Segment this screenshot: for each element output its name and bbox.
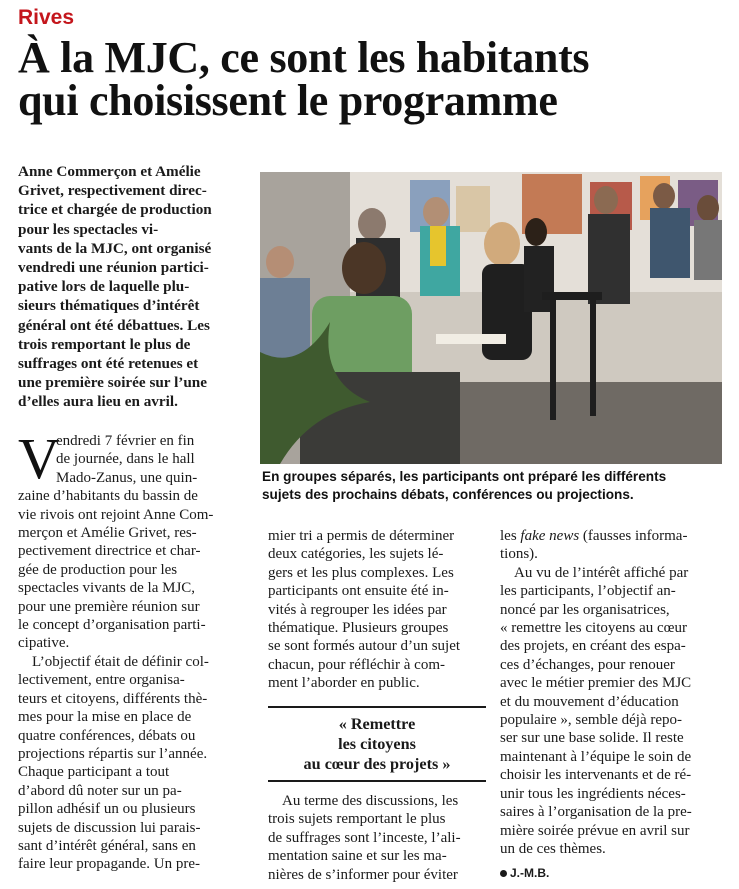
standfirst-line: sieurs thématiques d’intérêt [18, 297, 200, 315]
body-line: les participants, l’objectif an- [500, 583, 676, 600]
body-line: de suffrages sont l’inceste, l’ali- [268, 829, 461, 846]
body-line: Au terme des discussions, les [282, 793, 459, 809]
body-line: se sont formés autour d’un sujet [268, 638, 461, 655]
rubric: Rives [18, 6, 75, 29]
body-line: vités à regrouper les idées par [268, 601, 447, 618]
article-column-3 [500, 527, 726, 858]
body-line: chacun, pour réfléchir à com- [268, 656, 445, 673]
body-line: nières de s’informer pour éviter [268, 866, 458, 883]
body-line: unir tous les ingrédients néces- [500, 785, 686, 802]
body-line: et du mouvement d’éducation [500, 693, 679, 710]
standfirst-line: trois remportant le plus de [18, 335, 191, 353]
caption-line: En groupes séparés, les participants ont préparé les différents [262, 469, 667, 484]
body-line: thématique. Plusieurs groupes [268, 620, 449, 637]
standfirst-line: pour les spectacles vi- [18, 220, 159, 238]
body-line: teurs et citoyens, différents thè- [18, 690, 208, 707]
headline [18, 33, 728, 125]
meeting-photo-illustration [260, 172, 722, 464]
body-line: pectivement directrice et char- [18, 543, 201, 560]
body-line: merçon et Amélie Grivet, res- [18, 525, 197, 542]
body-line: populaire », semble déjà repo- [500, 712, 683, 729]
body-line: zaine d’habitants du bassin de [18, 488, 198, 505]
body-line: mentation saine et sur les ma- [268, 848, 447, 865]
article-column-2 [268, 527, 486, 693]
standfirst-line: trice et chargée de production [18, 201, 212, 219]
body-text: les [500, 528, 521, 544]
body-line: le concept d’organisation parti- [18, 617, 206, 634]
body-line: Au vu de l’intérêt affiché par [514, 564, 689, 581]
standfirst-line: suffrages ont été retenues et [18, 355, 199, 373]
body-line: faire leur propagande. Un pre- [18, 856, 200, 873]
body-line: cipative. [18, 635, 70, 652]
standfirst-line: général ont été débattues. Les [18, 316, 210, 334]
headline-line: qui choisissent le programme [18, 76, 558, 125]
body-line: trois sujets remportant le plus [268, 811, 446, 828]
body-line: endredi 7 février en fin [56, 433, 195, 449]
body-line: « remettre les citoyens au cœur [500, 620, 688, 637]
headline-line: À la MJC, ce sont les habitants [18, 33, 590, 82]
body-line: mier tri a permis de déterminer [268, 528, 455, 544]
drop-cap: V [18, 426, 60, 491]
pull-quote-line: les citoyens [338, 735, 416, 753]
body-line: ces d’échanges, pour renouer [500, 656, 675, 673]
body-line: gers et les plus complexes. Les [268, 564, 454, 581]
pull-quote-line: « Remettre [338, 715, 416, 733]
pull-quote [268, 706, 486, 782]
standfirst-line: vants de la MJC, ont organisé [18, 239, 212, 257]
standfirst-line: Grivet, respectivement direc- [18, 182, 207, 200]
standfirst-line: pative lors de laquelle plu- [18, 278, 190, 296]
standfirst-line: d’elles aura lieu en avril. [18, 393, 178, 411]
body-line: deux catégories, les sujets lé- [268, 546, 444, 563]
standfirst-line: une première soirée sur l’une [18, 374, 207, 392]
italic-term: fake news [520, 528, 580, 544]
body-line: saires à l’organisation de la pre- [500, 804, 692, 821]
standfirst-line: Anne Commerçon et Amélie [18, 163, 201, 180]
body-line: ser sur une base solide. Il reste [500, 730, 684, 747]
body-line: lectivement, entre organisa- [18, 672, 185, 689]
body-line [500, 527, 726, 545]
body-line: ment l’aborder en public. [268, 675, 420, 692]
body-line: des projets, en créant des espa- [500, 638, 686, 655]
photo-caption [262, 468, 724, 503]
article-column-2-continued [268, 792, 486, 884]
body-line: pillon adhésif un ou plusieurs [18, 801, 196, 818]
body-line: choisir les intervenants et de ré- [500, 767, 692, 784]
body-line: gée de production pour les [18, 561, 178, 578]
body-line: participants ont ensuite été in- [268, 583, 449, 600]
body-line: noncé par les organisatrices, [500, 601, 670, 618]
body-line: quatre conférences, débats ou [18, 727, 196, 744]
news-photo [260, 172, 722, 464]
standfirst-line: vendredi une réunion partici- [18, 259, 209, 277]
body-line: de journée, dans le hall [56, 451, 195, 468]
body-text: (fausses informa- [579, 528, 688, 544]
caption-line: sujets des prochains débats, conférences ou projections. [262, 486, 634, 502]
standfirst [18, 162, 250, 412]
body-line: maintenant à l’équipe le soin de [500, 748, 692, 765]
signature-text: J.-M.B. [510, 866, 550, 880]
body-line: Chaque participant a tout [18, 764, 170, 781]
body-line: un de ces thèmes. [500, 840, 606, 857]
article-column-1 [18, 426, 250, 874]
body-line: sujets de discussion lui parais- [18, 819, 201, 836]
body-line: avec le métier premier des MJC [500, 675, 692, 692]
body-line: L’objectif était de définir col- [32, 653, 209, 670]
body-line: mes pour la mise en place de [18, 709, 192, 726]
body-line: mière soirée prévue en avril sur [500, 822, 690, 839]
body-line: projections répartis sur l’année. [18, 745, 208, 762]
body-line: sant d’intérêt général, sans en [18, 837, 196, 854]
body-line: tions). [500, 546, 538, 563]
body-line: d’abord dû noter sur un pa- [18, 782, 182, 799]
body-line: pour une première réunion sur [18, 598, 200, 615]
author-signature [500, 866, 549, 880]
pull-quote-line: au cœur des projets » [303, 755, 451, 773]
bullet-icon [500, 870, 507, 877]
body-line: vie rivois ont rejoint Anne Com- [18, 506, 214, 523]
body-line: spectacles vivants de la MJC, [18, 580, 196, 597]
body-line: Mado-Zanus, une quin- [56, 469, 198, 486]
